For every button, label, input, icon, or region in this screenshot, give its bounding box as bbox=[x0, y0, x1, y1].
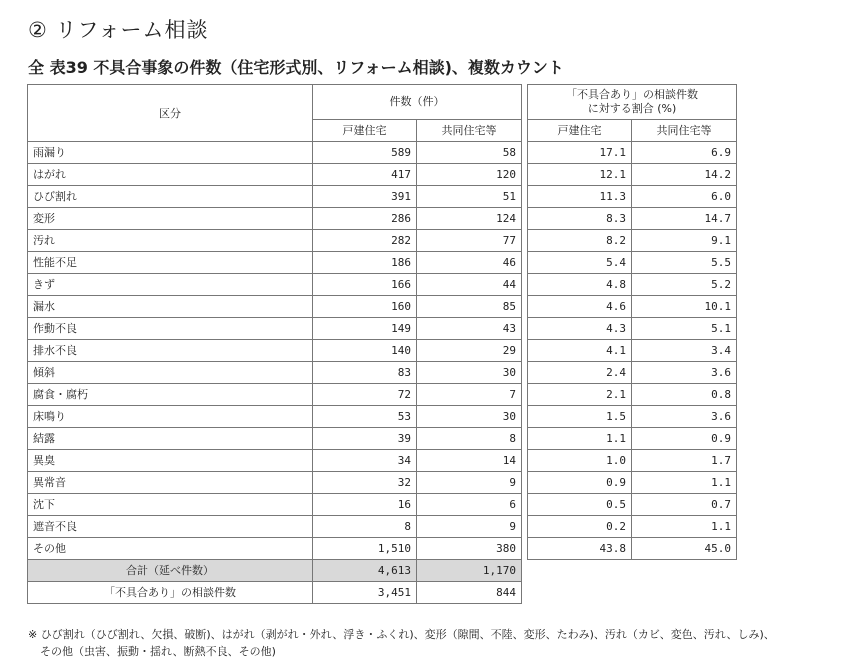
issue-count-label: 「不具合あり」の相談件数 bbox=[28, 582, 313, 604]
header-category: 区分 bbox=[28, 85, 313, 142]
row-detached-ratio: 43.8 bbox=[528, 538, 632, 560]
row-detached-count: 282 bbox=[313, 230, 417, 252]
table-row bbox=[28, 252, 737, 274]
row-detached-count: 83 bbox=[313, 362, 417, 384]
row-detached-ratio: 4.6 bbox=[528, 296, 632, 318]
footnote bbox=[28, 626, 775, 660]
row-apartment-count: 9 bbox=[417, 472, 522, 494]
header-ratio-group bbox=[528, 85, 737, 120]
row-apartment-ratio: 14.7 bbox=[632, 208, 737, 230]
row-apartment-count: 58 bbox=[417, 142, 522, 164]
header-ratio-line2: に対する割合 (%) bbox=[587, 102, 677, 115]
row-detached-ratio: 0.9 bbox=[528, 472, 632, 494]
row-label: 遮音不良 bbox=[28, 516, 313, 538]
row-label: 雨漏り bbox=[28, 142, 313, 164]
table-row bbox=[28, 186, 737, 208]
row-apartment-count: 6 bbox=[417, 494, 522, 516]
row-label: 汚れ bbox=[28, 230, 313, 252]
row-apartment-count: 14 bbox=[417, 450, 522, 472]
row-apartment-count: 9 bbox=[417, 516, 522, 538]
row-detached-ratio: 0.5 bbox=[528, 494, 632, 516]
row-label: 性能不足 bbox=[28, 252, 313, 274]
table-row bbox=[28, 142, 737, 164]
row-detached-ratio: 1.5 bbox=[528, 406, 632, 428]
row-detached-count: 1,510 bbox=[313, 538, 417, 560]
total-detached: 4,613 bbox=[313, 560, 417, 582]
row-apartment-ratio: 5.5 bbox=[632, 252, 737, 274]
row-detached-count: 149 bbox=[313, 318, 417, 340]
row-apartment-count: 8 bbox=[417, 428, 522, 450]
row-apartment-ratio: 1.7 bbox=[632, 450, 737, 472]
row-detached-count: 417 bbox=[313, 164, 417, 186]
row-detached-count: 16 bbox=[313, 494, 417, 516]
table-title: 全 表39 不具合事象の件数（住宅形式別、リフォーム相談)、複数カウント bbox=[28, 58, 564, 77]
table-row bbox=[28, 296, 737, 318]
row-apartment-count: 46 bbox=[417, 252, 522, 274]
table-row bbox=[28, 472, 737, 494]
row-detached-count: 53 bbox=[313, 406, 417, 428]
row-apartment-ratio: 3.6 bbox=[632, 362, 737, 384]
row-label: 沈下 bbox=[28, 494, 313, 516]
table-row bbox=[28, 494, 737, 516]
row-apartment-ratio: 1.1 bbox=[632, 472, 737, 494]
row-apartment-count: 77 bbox=[417, 230, 522, 252]
row-detached-ratio: 12.1 bbox=[528, 164, 632, 186]
table-row bbox=[28, 230, 737, 252]
row-detached-ratio: 8.2 bbox=[528, 230, 632, 252]
table-row bbox=[28, 406, 737, 428]
row-detached-ratio: 4.1 bbox=[528, 340, 632, 362]
row-label: 腐食・腐朽 bbox=[28, 384, 313, 406]
row-apartment-ratio: 5.1 bbox=[632, 318, 737, 340]
row-apartment-ratio: 10.1 bbox=[632, 296, 737, 318]
row-apartment-ratio: 5.2 bbox=[632, 274, 737, 296]
total-label: 合計（延べ件数） bbox=[28, 560, 313, 582]
row-detached-count: 34 bbox=[313, 450, 417, 472]
row-apartment-ratio: 14.2 bbox=[632, 164, 737, 186]
table-row bbox=[28, 318, 737, 340]
row-detached-ratio: 8.3 bbox=[528, 208, 632, 230]
row-detached-count: 166 bbox=[313, 274, 417, 296]
row-apartment-ratio: 0.9 bbox=[632, 428, 737, 450]
row-detached-ratio: 4.3 bbox=[528, 318, 632, 340]
row-detached-count: 186 bbox=[313, 252, 417, 274]
table-row bbox=[28, 538, 737, 560]
row-apartment-ratio: 3.4 bbox=[632, 340, 737, 362]
row-detached-ratio: 2.4 bbox=[528, 362, 632, 384]
row-apartment-count: 30 bbox=[417, 406, 522, 428]
issue-count-row bbox=[28, 582, 737, 604]
row-detached-count: 72 bbox=[313, 384, 417, 406]
row-apartment-count: 51 bbox=[417, 186, 522, 208]
row-detached-ratio: 1.1 bbox=[528, 428, 632, 450]
table-row bbox=[28, 516, 737, 538]
table-row bbox=[28, 450, 737, 472]
table-body bbox=[28, 142, 737, 560]
defect-table bbox=[27, 84, 737, 604]
row-apartment-ratio: 3.6 bbox=[632, 406, 737, 428]
row-detached-count: 32 bbox=[313, 472, 417, 494]
row-apartment-count: 30 bbox=[417, 362, 522, 384]
row-label: 作動不良 bbox=[28, 318, 313, 340]
section-heading: ② リフォーム相談 bbox=[28, 18, 209, 42]
table-row bbox=[28, 340, 737, 362]
header-apartment: 共同住宅等 bbox=[417, 120, 522, 142]
row-apartment-ratio: 6.0 bbox=[632, 186, 737, 208]
table-row bbox=[28, 362, 737, 384]
footnote-line2: その他（虫害、振動・揺れ、断熱不良、その他) bbox=[40, 645, 276, 658]
row-detached-count: 391 bbox=[313, 186, 417, 208]
row-apartment-count: 85 bbox=[417, 296, 522, 318]
total-apartment: 1,170 bbox=[417, 560, 522, 582]
row-apartment-ratio: 9.1 bbox=[632, 230, 737, 252]
header-ratio-line1: 「不具合あり」の相談件数 bbox=[566, 88, 698, 101]
row-detached-ratio: 0.2 bbox=[528, 516, 632, 538]
row-apartment-count: 29 bbox=[417, 340, 522, 362]
table-row bbox=[28, 428, 737, 450]
row-detached-count: 589 bbox=[313, 142, 417, 164]
row-apartment-count: 7 bbox=[417, 384, 522, 406]
header-detached-ratio: 戸建住宅 bbox=[528, 120, 632, 142]
row-detached-ratio: 2.1 bbox=[528, 384, 632, 406]
row-detached-count: 286 bbox=[313, 208, 417, 230]
row-detached-ratio: 17.1 bbox=[528, 142, 632, 164]
row-detached-count: 140 bbox=[313, 340, 417, 362]
header-counts-group: 件数（件） bbox=[313, 85, 522, 120]
row-apartment-count: 380 bbox=[417, 538, 522, 560]
table-row bbox=[28, 274, 737, 296]
total-row bbox=[28, 560, 737, 582]
header-apartment-ratio: 共同住宅等 bbox=[632, 120, 737, 142]
row-detached-count: 160 bbox=[313, 296, 417, 318]
row-apartment-ratio: 0.8 bbox=[632, 384, 737, 406]
footnote-line1: ※ ひび割れ（ひび割れ、欠損、破断)、はがれ（剥がれ・外れ、浮き・ふくれ)、変形（隙間、不陸、変形、たわみ)、汚れ（カビ、変色、汚れ、しみ)、 bbox=[28, 628, 775, 641]
table-row bbox=[28, 208, 737, 230]
row-detached-ratio: 11.3 bbox=[528, 186, 632, 208]
row-apartment-count: 124 bbox=[417, 208, 522, 230]
row-apartment-count: 43 bbox=[417, 318, 522, 340]
row-apartment-ratio: 6.9 bbox=[632, 142, 737, 164]
row-label: ひび割れ bbox=[28, 186, 313, 208]
table-row bbox=[28, 164, 737, 186]
row-apartment-ratio: 1.1 bbox=[632, 516, 737, 538]
issue-count-detached: 3,451 bbox=[313, 582, 417, 604]
row-detached-ratio: 5.4 bbox=[528, 252, 632, 274]
row-label: 変形 bbox=[28, 208, 313, 230]
row-label: はがれ bbox=[28, 164, 313, 186]
row-detached-count: 39 bbox=[313, 428, 417, 450]
row-label: 排水不良 bbox=[28, 340, 313, 362]
header-detached: 戸建住宅 bbox=[313, 120, 417, 142]
row-label: 結露 bbox=[28, 428, 313, 450]
row-label: 傾斜 bbox=[28, 362, 313, 384]
row-label: その他 bbox=[28, 538, 313, 560]
issue-count-apartment: 844 bbox=[417, 582, 522, 604]
row-label: きず bbox=[28, 274, 313, 296]
row-detached-ratio: 4.8 bbox=[528, 274, 632, 296]
row-label: 床鳴り bbox=[28, 406, 313, 428]
row-apartment-count: 44 bbox=[417, 274, 522, 296]
row-label: 異常音 bbox=[28, 472, 313, 494]
row-detached-count: 8 bbox=[313, 516, 417, 538]
row-label: 異臭 bbox=[28, 450, 313, 472]
row-apartment-count: 120 bbox=[417, 164, 522, 186]
row-apartment-ratio: 0.7 bbox=[632, 494, 737, 516]
row-detached-ratio: 1.0 bbox=[528, 450, 632, 472]
row-label: 漏水 bbox=[28, 296, 313, 318]
row-apartment-ratio: 45.0 bbox=[632, 538, 737, 560]
table-row bbox=[28, 384, 737, 406]
